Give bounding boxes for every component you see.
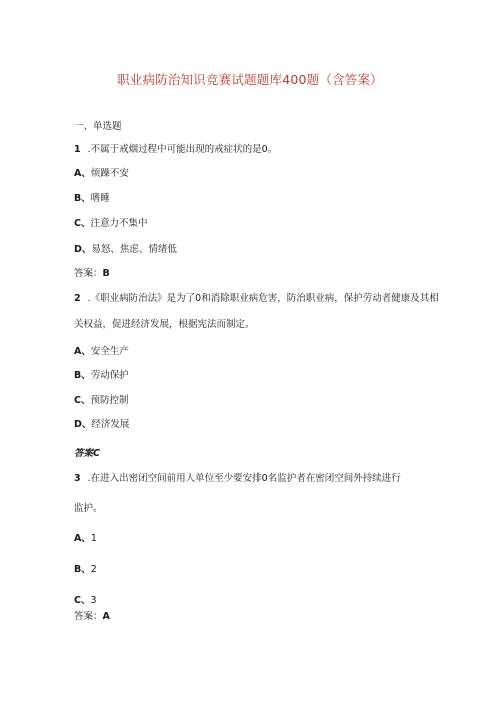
- option-c: [74, 395, 129, 407]
- option-d: [74, 419, 129, 431]
- option-letter: C、: [74, 595, 91, 606]
- option-text: 经济发展: [91, 419, 130, 430]
- option-a: [74, 533, 97, 545]
- option-letter: C、: [74, 218, 91, 229]
- option-text: 注意力不集中: [90, 218, 148, 229]
- option-letter: A、: [74, 346, 91, 357]
- question-2-stem-cont: 关权益，促进经济发展，根据宪法而制定。: [74, 319, 255, 330]
- option-b: [74, 370, 129, 382]
- option-b: [74, 564, 97, 576]
- option-letter: D、: [74, 419, 92, 430]
- answer-line: [74, 268, 110, 280]
- option-b: [74, 193, 110, 205]
- answer-line: [74, 611, 110, 623]
- option-text: 1: [90, 533, 97, 544]
- option-letter: A、: [74, 168, 91, 179]
- section-heading: 一、单选题: [74, 121, 122, 132]
- question-number: 1: [74, 144, 81, 155]
- question-3-stem-cont: 监护。: [74, 503, 103, 514]
- answer-label: 答案：: [74, 611, 103, 622]
- answer-label: 答案：: [74, 268, 103, 279]
- option-text: 嗜睡: [90, 193, 110, 204]
- option-letter: D、: [74, 244, 92, 255]
- option-d: [74, 244, 177, 256]
- question-number: 2: [74, 293, 81, 304]
- question-number: 3: [74, 473, 81, 484]
- option-text: 烦躁不安: [90, 168, 129, 179]
- option-c: [74, 218, 148, 230]
- option-c: [74, 595, 97, 607]
- question-text: .不属于戒烟过程中可能出现的戒症状的是0。: [87, 144, 278, 155]
- question-2-stem: [74, 293, 439, 305]
- option-a: [74, 346, 129, 358]
- option-letter: B、: [74, 193, 91, 204]
- option-text: 易怒、焦虑、情绪低: [91, 244, 177, 255]
- option-text: 安全生产: [90, 346, 129, 357]
- option-text: 2: [90, 564, 97, 575]
- question-text: .《职业病防治法》是为了0和消除职业病危害，防治职业病，保护劳动者健康及其相: [87, 293, 439, 304]
- option-letter: A、: [74, 533, 91, 544]
- option-text: 3: [90, 595, 97, 606]
- option-letter: B、: [74, 564, 91, 575]
- answer-value: A: [102, 611, 110, 622]
- question-1-stem: [74, 144, 277, 156]
- option-text: 劳动保护: [90, 370, 129, 381]
- answer-line: 答案C: [74, 448, 100, 459]
- question-3-stem: [74, 473, 401, 485]
- option-letter: B、: [74, 370, 91, 381]
- option-a: [74, 168, 129, 180]
- question-text: .在进入出密闭空间前用人单位至少要安排0名监护者在密闭空间外持续进行: [87, 473, 401, 484]
- document-title: 职业病防治知识竞赛试题题库400题（含答案）: [117, 72, 383, 87]
- option-letter: C、: [74, 395, 91, 406]
- answer-value: B: [102, 268, 110, 279]
- option-text: 预防控制: [90, 395, 129, 406]
